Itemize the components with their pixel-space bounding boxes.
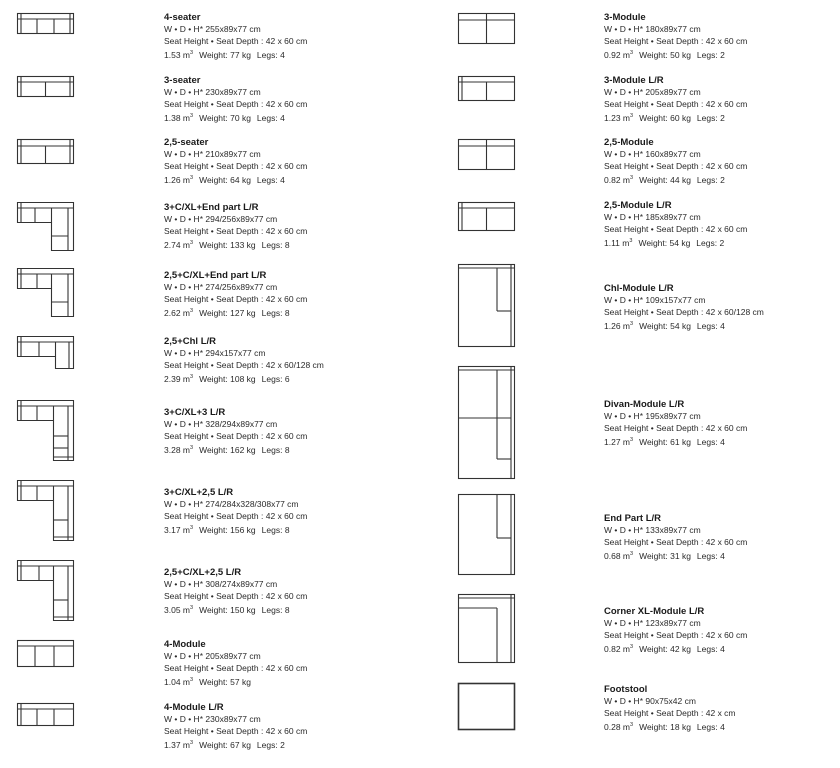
seat-info: Seat Height • Seat Depth : 42 x 60 cm	[164, 161, 308, 171]
seat-info: Seat Height • Seat Depth : 42 x 60/128 cm	[164, 360, 324, 370]
sofa-diagram-3-c-xl-2-5	[17, 480, 75, 542]
volume-weight-legs: 0.68 $m^3$ Weight: 31 kg Legs: 4	[604, 551, 725, 561]
sofa-diagram-3-module-lr	[458, 76, 516, 102]
seat-info: Seat Height • Seat Depth : 42 x 60 cm	[164, 36, 308, 46]
volume-weight-legs: 0.28 $m^3$ Weight: 18 kg Legs: 4	[604, 722, 725, 732]
product-4-seater	[164, 12, 307, 61]
seat-info: Seat Height • Seat Depth : 42 x 60 cm	[164, 663, 308, 673]
product-name: 3-Module	[604, 12, 646, 23]
product-name: 3-Module L/R	[604, 75, 664, 86]
volume-weight-legs: 0.82 $m^3$ Weight: 42 kg Legs: 4	[604, 644, 725, 654]
product-name: 2,5+C/XL+End part L/R	[164, 270, 267, 281]
sofa-diagram-2-5-c-xl-2-5	[17, 560, 75, 622]
dimensions: W • D • H* 205x89x77 cm	[604, 87, 701, 97]
dimensions: W • D • H* 123x89x77 cm	[604, 618, 701, 628]
dimensions: W • D • H* 308/274x89x77 cm	[164, 579, 278, 589]
volume-weight-legs: 3.17 $m^3$ Weight: 156 kg Legs: 8	[164, 525, 290, 535]
volume-weight-legs: 1.26 $m^3$ Weight: 64 kg Legs: 4	[164, 175, 285, 185]
sofa-diagram-corner-xl	[458, 594, 516, 664]
product-name: 2,5-seater	[164, 137, 209, 148]
product-name: Footstool	[604, 684, 648, 695]
dimensions: W • D • H* 230x89x77 cm	[164, 714, 261, 724]
product-name: End Part L/R	[604, 513, 662, 524]
dimensions: W • D • H* 230x89x77 cm	[164, 87, 261, 97]
volume-weight-legs: 2.62 $m^3$ Weight: 127 kg Legs: 8	[164, 308, 290, 318]
dimensions: W • D • H* 109x157x77 cm	[604, 295, 706, 305]
product-name: 3+C/XL+3 L/R	[164, 407, 226, 418]
sofa-diagram-3-c-xl-end	[17, 202, 75, 252]
sofa-diagram-3-seater	[17, 76, 75, 98]
sofa-diagram-4-module-lr	[17, 703, 75, 727]
seat-info: Seat Height • Seat Depth : 42 x 60 cm	[164, 591, 308, 601]
seat-info: Seat Height • Seat Depth : 42 x 60 cm	[604, 99, 748, 109]
dimensions: W • D • H* 328/294x89x77 cm	[164, 419, 278, 429]
seat-info: Seat Height • Seat Depth : 42 x 60 cm	[164, 726, 308, 736]
product-corner-xl	[604, 606, 747, 655]
product-4-module-lr	[164, 702, 307, 751]
sofa-diagram-2-5-seater	[17, 139, 75, 165]
dimensions: W • D • H* 255x89x77 cm	[164, 24, 261, 34]
sofa-diagram-4-module	[17, 640, 75, 668]
sofa-diagram-3-c-xl-3	[17, 400, 75, 462]
dimensions: W • D • H* 180x89x77 cm	[604, 24, 701, 34]
product-2-5-seater	[164, 137, 307, 186]
volume-weight-legs: 1.38 $m^3$ Weight: 70 kg Legs: 4	[164, 113, 285, 123]
product-name: 3+C/XL+2,5 L/R	[164, 487, 234, 498]
seat-info: Seat Height • Seat Depth : 42 x 60 cm	[164, 226, 308, 236]
sofa-diagram-2-5-chl	[17, 336, 75, 370]
volume-weight-legs: 3.28 $m^3$ Weight: 162 kg Legs: 8	[164, 445, 290, 455]
seat-info: Seat Height • Seat Depth : 42 x 60 cm	[164, 99, 308, 109]
seat-info: Seat Height • Seat Depth : 42 x 60 cm	[604, 36, 748, 46]
sofa-diagram-chl-module	[458, 264, 516, 348]
dimensions: W • D • H* 133x89x77 cm	[604, 525, 701, 535]
seat-info: Seat Height • Seat Depth : 42 x 60 cm	[164, 511, 308, 521]
seat-info: Seat Height • Seat Depth : 42 x 60 cm	[604, 224, 748, 234]
dimensions: W • D • H* 160x89x77 cm	[604, 149, 701, 159]
dimensions: W • D • H* 294x157x77 cm	[164, 348, 266, 358]
product-2-5-c-xl-2-5	[164, 567, 307, 616]
product-4-module	[164, 639, 307, 688]
product-name: 2,5-Module L/R	[604, 200, 672, 211]
volume-weight-legs: 1.26 $m^3$ Weight: 54 kg Legs: 4	[604, 321, 725, 331]
dimensions: W • D • H* 274/284x328/308x77 cm	[164, 499, 299, 509]
product-name: Corner XL-Module L/R	[604, 606, 705, 617]
volume-weight-legs: 1.37 $m^3$ Weight: 67 kg Legs: 2	[164, 740, 285, 750]
product-2-5-chl	[164, 336, 324, 385]
sofa-diagram-footstool	[458, 683, 516, 731]
volume-weight-legs: 2.39 $m^3$ Weight: 108 kg Legs: 6	[164, 374, 290, 384]
sofa-diagram-2-5-module-lr	[458, 202, 516, 232]
sofa-diagram-divan-module	[458, 366, 516, 480]
sofa-diagram-4-seater	[17, 13, 75, 35]
seat-info: Seat Height • Seat Depth : 42 x 60/128 cm	[604, 307, 764, 317]
seat-info: Seat Height • Seat Depth : 42 x 60 cm	[604, 161, 748, 171]
seat-info: Seat Height • Seat Depth : 42 x 60 cm	[604, 423, 748, 433]
volume-weight-legs: 0.92 $m^3$ Weight: 50 kg Legs: 2	[604, 50, 725, 60]
volume-weight-legs: 3.05 $m^3$ Weight: 150 kg Legs: 8	[164, 605, 290, 615]
product-2-5-module-lr	[604, 200, 747, 249]
dimensions: W • D • H* 90x75x42 cm	[604, 696, 696, 706]
product-name: 2,5+C/XL+2,5 L/R	[164, 567, 242, 578]
dimensions: W • D • H* 185x89x77 cm	[604, 212, 701, 222]
product-2-5-module	[604, 137, 747, 186]
product-3-module	[604, 12, 747, 61]
product-3-c-xl-2-5	[164, 487, 307, 536]
product-name: 2,5-Module	[604, 137, 654, 148]
product-end-part	[604, 513, 747, 562]
product-name: 3+C/XL+End part L/R	[164, 202, 259, 213]
product-3-seater	[164, 75, 307, 124]
product-name: 2,5+Chl L/R	[164, 336, 216, 347]
volume-weight-legs: 2.74 $m^3$ Weight: 133 kg Legs: 8	[164, 240, 290, 250]
volume-weight-legs: 1.23 $m^3$ Weight: 60 kg Legs: 2	[604, 113, 725, 123]
dimensions: W • D • H* 195x89x77 cm	[604, 411, 701, 421]
product-divan-module	[604, 399, 747, 448]
sofa-diagram-end-part	[458, 494, 516, 576]
product-chl-module	[604, 283, 764, 332]
dimensions: W • D • H* 205x89x77 cm	[164, 651, 261, 661]
volume-weight: 1.04 $m^3$ Weight: 57 kg	[164, 677, 251, 687]
sofa-diagram-2-5-module	[458, 139, 516, 171]
product-2-5-c-xl-end	[164, 270, 307, 319]
product-name: 3-seater	[164, 75, 201, 86]
seat-info: Seat Height • Seat Depth : 42 x cm	[604, 708, 736, 718]
sofa-diagram-3-module	[458, 13, 516, 45]
product-name: 4-Module L/R	[164, 702, 224, 713]
volume-weight-legs: 1.53 $m^3$ Weight: 77 kg Legs: 4	[164, 50, 285, 60]
product-name: 4-Module	[164, 639, 206, 650]
sofa-diagram-2-5-c-xl-end	[17, 268, 75, 318]
volume-weight-legs: 1.27 $m^3$ Weight: 61 kg Legs: 4	[604, 437, 725, 447]
product-3-module-lr	[604, 75, 747, 124]
seat-info: Seat Height • Seat Depth : 42 x 60 cm	[604, 537, 748, 547]
dimensions: W • D • H* 274/256x89x77 cm	[164, 282, 278, 292]
seat-info: Seat Height • Seat Depth : 42 x 60 cm	[164, 294, 308, 304]
product-footstool	[604, 684, 736, 733]
volume-weight-legs: 0.82 $m^3$ Weight: 44 kg Legs: 2	[604, 175, 725, 185]
product-name: 4-seater	[164, 12, 201, 23]
product-3-c-xl-end	[164, 202, 307, 251]
dimensions: W • D • H* 294/256x89x77 cm	[164, 214, 278, 224]
product-name: Chl-Module L/R	[604, 283, 674, 294]
seat-info: Seat Height • Seat Depth : 42 x 60 cm	[164, 431, 308, 441]
product-3-c-xl-3	[164, 407, 307, 456]
dimensions: W • D • H* 210x89x77 cm	[164, 149, 261, 159]
volume-weight-legs: 1.11 $m^3$ Weight: 54 kg Legs: 2	[604, 238, 725, 248]
product-name: Divan-Module L/R	[604, 399, 685, 410]
seat-info: Seat Height • Seat Depth : 42 x 60 cm	[604, 630, 748, 640]
